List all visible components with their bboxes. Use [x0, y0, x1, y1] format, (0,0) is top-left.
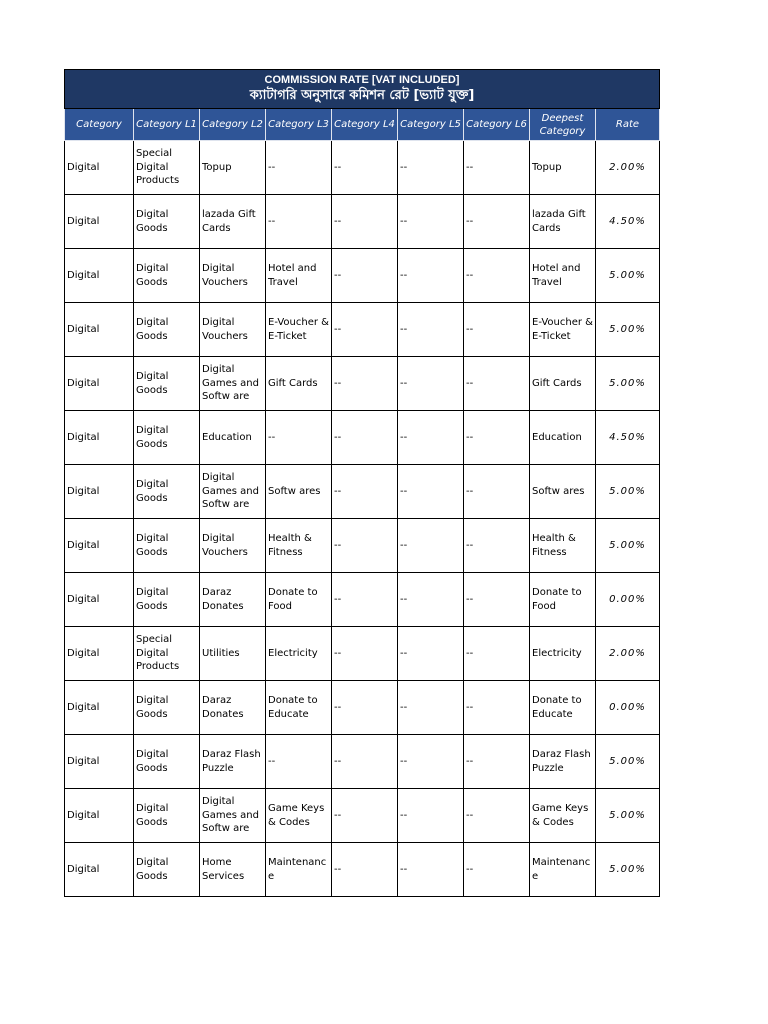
table-row [65, 195, 660, 249]
cell-category-l6: -- [464, 141, 530, 195]
table-row [65, 411, 660, 465]
cell-rate: 4.50% [596, 195, 660, 249]
cell-category-l6: -- [464, 843, 530, 897]
cell-category-l1: Digital Goods [134, 249, 200, 303]
cell-category-l3: -- [266, 411, 332, 465]
table-row [65, 681, 660, 735]
title-row [65, 70, 660, 109]
cell-category-l5: -- [398, 249, 464, 303]
cell-category-l3: Gift Cards [266, 357, 332, 411]
cell-category-l6: -- [464, 465, 530, 519]
cell-category: Digital [65, 627, 134, 681]
cell-category-l4: -- [332, 735, 398, 789]
cell-category: Digital [65, 573, 134, 627]
cell-category-l2: Topup [200, 141, 266, 195]
cell-category-l4: -- [332, 843, 398, 897]
title-bangla: ক্যাটাগরি অনুসারে কমিশন রেট [ভ্যাট যুক্ত] [249, 88, 475, 103]
cell-category-l2: Daraz Flash Puzzle [200, 735, 266, 789]
cell-category-l3: Donate to Educate [266, 681, 332, 735]
cell-category-l1: Digital Goods [134, 303, 200, 357]
cell-category-l6: -- [464, 303, 530, 357]
cell-deepest-category: Donate to Educate [530, 681, 596, 735]
cell-category-l3: -- [266, 195, 332, 249]
column-header-deepest-category: Deepest Category [530, 109, 596, 141]
column-header-category-l2: Category L2 [200, 109, 266, 141]
cell-category-l4: -- [332, 573, 398, 627]
cell-category-l5: -- [398, 303, 464, 357]
cell-category-l6: -- [464, 735, 530, 789]
cell-category-l2: Education [200, 411, 266, 465]
cell-category-l5: -- [398, 519, 464, 573]
cell-rate: 5.00% [596, 843, 660, 897]
cell-deepest-category: Health & Fitness [530, 519, 596, 573]
cell-category-l2: Daraz Donates [200, 573, 266, 627]
cell-rate: 5.00% [596, 465, 660, 519]
cell-category-l1: Digital Goods [134, 573, 200, 627]
cell-category-l3: Donate to Food [266, 573, 332, 627]
cell-category: Digital [65, 735, 134, 789]
cell-category: Digital [65, 195, 134, 249]
cell-category-l5: -- [398, 627, 464, 681]
cell-category-l4: -- [332, 249, 398, 303]
cell-rate: 0.00% [596, 681, 660, 735]
cell-category-l5: -- [398, 411, 464, 465]
cell-deepest-category: Maintenanc e [530, 843, 596, 897]
cell-category: Digital [65, 519, 134, 573]
cell-category-l6: -- [464, 357, 530, 411]
cell-deepest-category: Gift Cards [530, 357, 596, 411]
cell-category-l3: -- [266, 141, 332, 195]
cell-category-l1: Digital Goods [134, 789, 200, 843]
cell-category-l4: -- [332, 465, 398, 519]
cell-category: Digital [65, 681, 134, 735]
cell-category-l6: -- [464, 519, 530, 573]
cell-rate: 5.00% [596, 357, 660, 411]
cell-category-l3: -- [266, 735, 332, 789]
table-row [65, 303, 660, 357]
cell-category: Digital [65, 843, 134, 897]
cell-category-l1: Special Digital Products [134, 627, 200, 681]
cell-deepest-category: Education [530, 411, 596, 465]
cell-category-l4: -- [332, 627, 398, 681]
table-body [65, 141, 660, 897]
cell-category-l1: Digital Goods [134, 195, 200, 249]
column-header-category-l3: Category L3 [266, 109, 332, 141]
cell-category-l1: Digital Goods [134, 519, 200, 573]
cell-category-l6: -- [464, 681, 530, 735]
cell-category-l5: -- [398, 843, 464, 897]
cell-category-l1: Special Digital Products [134, 141, 200, 195]
cell-category-l1: Digital Goods [134, 465, 200, 519]
cell-category: Digital [65, 465, 134, 519]
cell-category-l5: -- [398, 681, 464, 735]
cell-category: Digital [65, 789, 134, 843]
table-row [65, 789, 660, 843]
cell-deepest-category: Softw ares [530, 465, 596, 519]
cell-category-l4: -- [332, 357, 398, 411]
table-row [65, 627, 660, 681]
cell-category-l2: Digital Games and Softw are [200, 789, 266, 843]
table-row [65, 843, 660, 897]
cell-category-l2: Utilities [200, 627, 266, 681]
cell-category: Digital [65, 411, 134, 465]
cell-category-l1: Digital Goods [134, 411, 200, 465]
cell-category-l3: Health & Fitness [266, 519, 332, 573]
cell-rate: 2.00% [596, 627, 660, 681]
cell-category-l5: -- [398, 141, 464, 195]
cell-rate: 5.00% [596, 249, 660, 303]
cell-category-l4: -- [332, 519, 398, 573]
table-row [65, 465, 660, 519]
column-header-row [65, 109, 660, 141]
column-header-rate: Rate [596, 109, 660, 141]
cell-category-l4: -- [332, 195, 398, 249]
cell-category-l4: -- [332, 789, 398, 843]
cell-deepest-category: Daraz Flash Puzzle [530, 735, 596, 789]
cell-deepest-category: E-Voucher & E-Ticket [530, 303, 596, 357]
cell-deepest-category: Electricity [530, 627, 596, 681]
table-row [65, 519, 660, 573]
cell-category-l2: Digital Vouchers [200, 303, 266, 357]
commission-rate-sheet [64, 69, 659, 897]
cell-category-l1: Digital Goods [134, 681, 200, 735]
cell-category-l2: lazada Gift Cards [200, 195, 266, 249]
cell-category-l1: Digital Goods [134, 735, 200, 789]
cell-category-l6: -- [464, 573, 530, 627]
cell-category-l6: -- [464, 411, 530, 465]
cell-rate: 5.00% [596, 519, 660, 573]
column-header-category-l6: Category L6 [464, 109, 530, 141]
cell-rate: 5.00% [596, 789, 660, 843]
cell-rate: 0.00% [596, 573, 660, 627]
table-row [65, 141, 660, 195]
cell-category-l4: -- [332, 411, 398, 465]
cell-category-l5: -- [398, 735, 464, 789]
cell-category-l3: Game Keys & Codes [266, 789, 332, 843]
table-row [65, 735, 660, 789]
cell-deepest-category: Hotel and Travel [530, 249, 596, 303]
cell-rate: 4.50% [596, 411, 660, 465]
cell-category-l3: Hotel and Travel [266, 249, 332, 303]
cell-category-l2: Digital Vouchers [200, 519, 266, 573]
cell-category-l6: -- [464, 249, 530, 303]
cell-category: Digital [65, 303, 134, 357]
title-english: COMMISSION RATE [VAT INCLUDED] [264, 74, 460, 86]
cell-category: Digital [65, 141, 134, 195]
column-header-category-l5: Category L5 [398, 109, 464, 141]
cell-deepest-category: Game Keys & Codes [530, 789, 596, 843]
cell-category-l2: Digital Games and Softw are [200, 465, 266, 519]
cell-category-l5: -- [398, 357, 464, 411]
cell-category: Digital [65, 249, 134, 303]
cell-category-l2: Digital Vouchers [200, 249, 266, 303]
cell-category-l5: -- [398, 789, 464, 843]
cell-category-l2: Home Services [200, 843, 266, 897]
cell-rate: 2.00% [596, 141, 660, 195]
cell-category-l5: -- [398, 195, 464, 249]
cell-rate: 5.00% [596, 735, 660, 789]
cell-deepest-category: Donate to Food [530, 573, 596, 627]
cell-category-l3: Electricity [266, 627, 332, 681]
cell-deepest-category: Topup [530, 141, 596, 195]
column-header-category: Category [65, 109, 134, 141]
cell-category-l6: -- [464, 627, 530, 681]
cell-category-l5: -- [398, 573, 464, 627]
column-header-category-l4: Category L4 [332, 109, 398, 141]
cell-deepest-category: lazada Gift Cards [530, 195, 596, 249]
table-row [65, 357, 660, 411]
table-row [65, 249, 660, 303]
cell-category-l3: Maintenanc e [266, 843, 332, 897]
table-row [65, 573, 660, 627]
cell-category-l6: -- [464, 195, 530, 249]
cell-category-l3: E-Voucher & E-Ticket [266, 303, 332, 357]
cell-category-l2: Digital Games and Softw are [200, 357, 266, 411]
cell-rate: 5.00% [596, 303, 660, 357]
cell-category-l4: -- [332, 681, 398, 735]
column-header-category-l1: Category L1 [134, 109, 200, 141]
commission-rate-table [64, 69, 660, 897]
cell-category-l3: Softw ares [266, 465, 332, 519]
cell-category-l5: -- [398, 465, 464, 519]
cell-category-l2: Daraz Donates [200, 681, 266, 735]
cell-category: Digital [65, 357, 134, 411]
cell-category-l1: Digital Goods [134, 843, 200, 897]
cell-category-l4: -- [332, 303, 398, 357]
cell-category-l4: -- [332, 141, 398, 195]
cell-category-l6: -- [464, 789, 530, 843]
cell-category-l1: Digital Goods [134, 357, 200, 411]
table-title [65, 70, 660, 109]
